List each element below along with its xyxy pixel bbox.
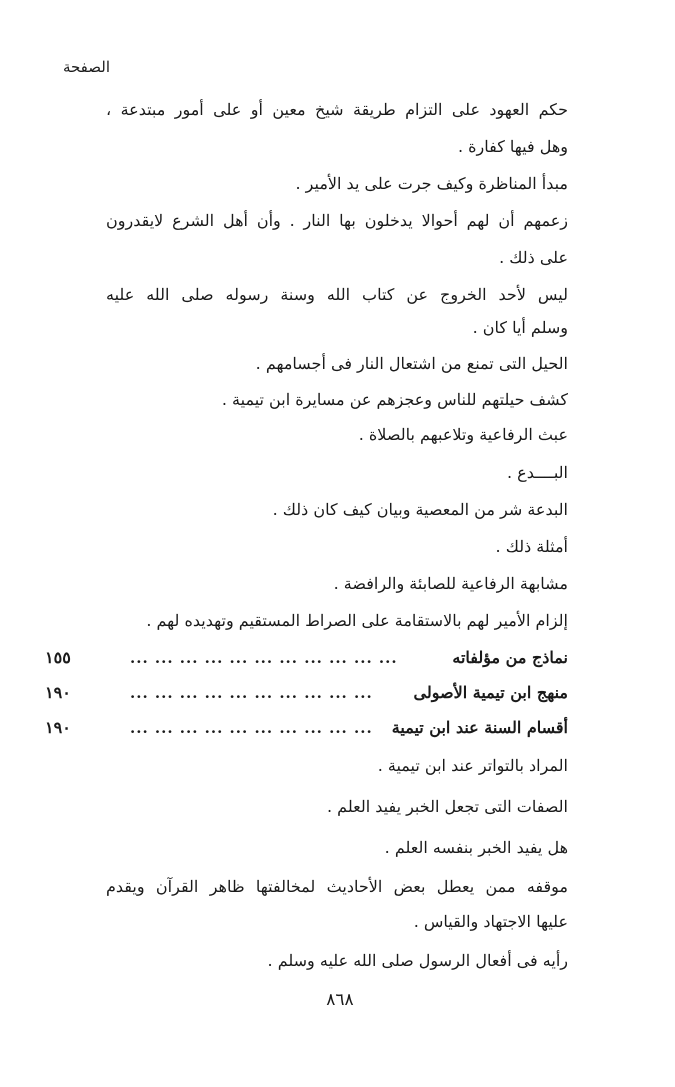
section-heading: البــــدع . bbox=[506, 463, 568, 482]
text-line: الصفات التى تجعل الخبر يفيد العلم . bbox=[327, 797, 568, 816]
page-number: ٨٦٨ bbox=[326, 990, 354, 1010]
toc-entry-page: ١٩٠ bbox=[45, 718, 71, 737]
text-line: عليها الاجتهاد والقياس . bbox=[413, 912, 568, 931]
toc-entry bbox=[45, 647, 568, 669]
toc-entry bbox=[45, 717, 568, 739]
toc-entry-title: منهج ابن تيمية الأصولى bbox=[413, 683, 568, 702]
toc-entry-page: ١٥٥ bbox=[45, 648, 71, 667]
toc-leader-dots: ... ... ... ... ... ... ... ... ... ... ... bbox=[130, 649, 398, 667]
toc-entry-page: ١٩٠ bbox=[45, 683, 71, 702]
toc-entry bbox=[45, 682, 568, 704]
toc-leader-dots: ... ... ... ... ... ... ... ... ... ... bbox=[130, 684, 373, 702]
text-line: على ذلك . bbox=[499, 248, 568, 267]
text-line: موقفه ممن يعطل بعض الأحاديث لمخالفتها ظاهر القرآن ويقدم bbox=[106, 877, 568, 896]
text-line: ليس لأحد الخروج عن كتاب الله وسنة رسوله صلى الله عليه bbox=[106, 285, 568, 304]
text-line: عبث الرفاعية وتلاعبهم بالصلاة . bbox=[358, 425, 568, 444]
text-line: حكم العهود على التزام طريقة شيخ معين أو على أمور مبتدعة ، bbox=[106, 100, 569, 119]
text-line: مبدأ المناظرة وكيف جرت على يد الأمير . bbox=[295, 174, 568, 193]
text-line: زعمهم أن لهم أحوالا يدخلون بها النار . وأن أهل الشرع لايقدرون bbox=[106, 211, 568, 230]
text-line: البدعة شر من المعصية وبيان كيف كان ذلك . bbox=[272, 500, 568, 519]
text-line: وسلم أيا كان . bbox=[472, 318, 568, 337]
text-line: كشف حيلتهم للناس وعجزهم عن مسايرة ابن تيمية . bbox=[221, 390, 568, 409]
text-line: إلزام الأمير لهم بالاستقامة على الصراط المستقيم وتهديده لهم . bbox=[146, 611, 568, 630]
text-line: وهل فيها كفارة . bbox=[457, 137, 568, 156]
toc-entry-title: نماذج من مؤلفاته bbox=[452, 648, 568, 667]
toc-leader-dots: ... ... ... ... ... ... ... ... ... ... bbox=[130, 719, 373, 737]
text-line: رأيه فى أفعال الرسول صلى الله عليه وسلم . bbox=[267, 951, 568, 970]
text-line: الحيل التى تمنع من اشتعال النار فى أجسامهم . bbox=[255, 354, 568, 373]
text-line: أمثلة ذلك . bbox=[495, 537, 568, 556]
toc-entry-title: أقسام السنة عند ابن تيمية bbox=[391, 718, 568, 737]
text-line: هل يفيد الخبر بنفسه العلم . bbox=[384, 838, 568, 857]
page-column-header: الصفحة bbox=[62, 58, 110, 76]
text-line: مشابهة الرفاعية للصابئة والرافضة . bbox=[333, 574, 568, 593]
text-line: المراد بالتواتر عند ابن تيمية . bbox=[377, 756, 568, 775]
